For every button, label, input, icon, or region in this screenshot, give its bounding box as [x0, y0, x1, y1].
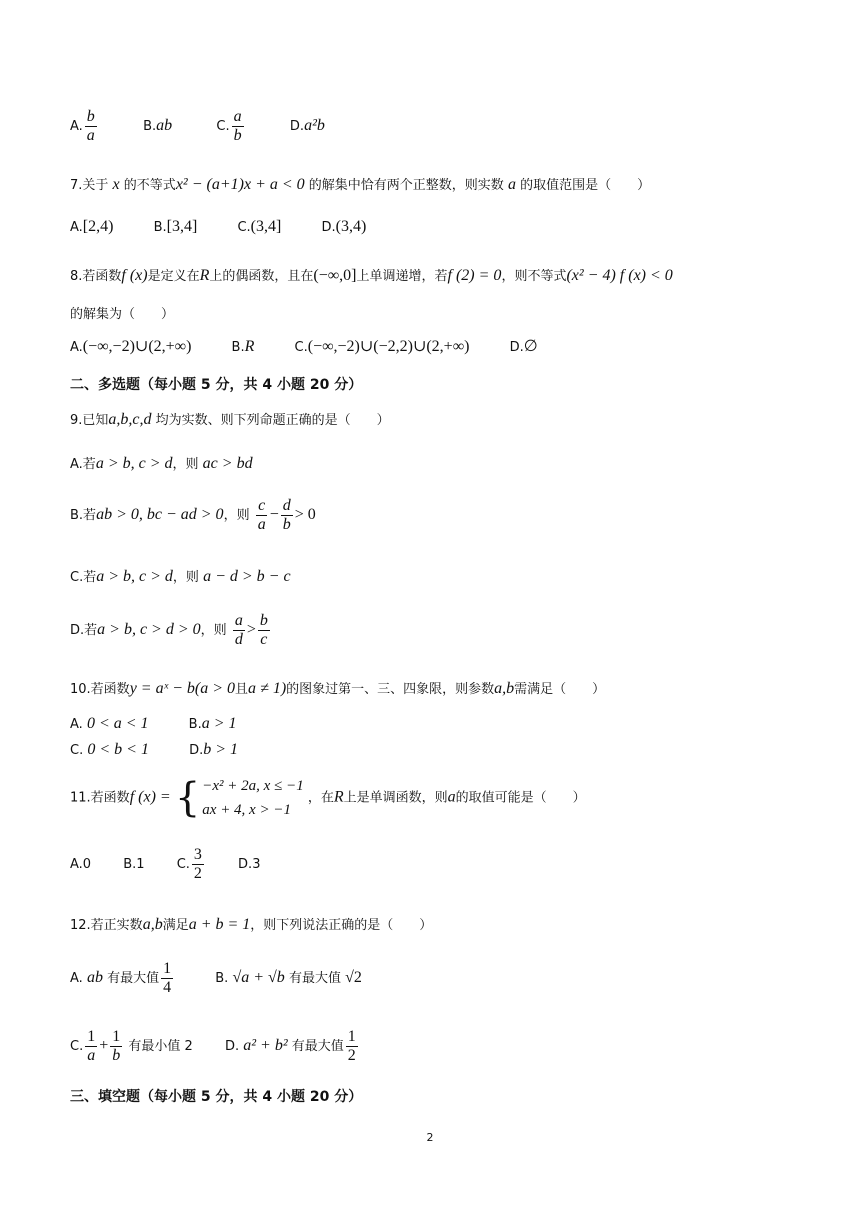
q11-case-2: ax + 4, x > −1	[202, 802, 291, 818]
q9-text: B.若	[70, 508, 97, 523]
q8-text: 8.若函数	[70, 269, 122, 284]
plus-sign: +	[99, 1037, 109, 1054]
q11-text: 11.若函数	[70, 790, 130, 806]
q12-text: 满足	[162, 918, 189, 933]
q9-math: a > b, c > d	[95, 455, 173, 472]
q8-option-a-value: (−∞,−2)∪(2,+∞)	[82, 338, 192, 355]
q9-option-c	[70, 566, 291, 586]
q8-option-b-label: B.	[231, 340, 245, 355]
section-3-heading: 三、填空题（每小题 5 分，共 4 小题 20 分）	[70, 1089, 363, 1105]
page-number: 2	[426, 1131, 434, 1144]
q8-text: 是定义在	[147, 269, 200, 284]
q10-math: y = aˣ − b(a > 0	[129, 680, 236, 697]
q6-option-d-label: D.	[289, 119, 305, 134]
numerator: 1	[163, 960, 172, 977]
numerator: 3	[193, 846, 202, 863]
q10-text: 需满足（ ）	[514, 682, 606, 697]
q7-text: 的取值范围是（ ）	[520, 178, 651, 193]
q12-text: 有最大值	[291, 1039, 344, 1054]
q11-option-c-label: C.	[176, 857, 190, 872]
q10-option-b-value: a > 1	[201, 715, 237, 732]
q12-text: 有最大值	[107, 971, 160, 986]
denominator: b	[233, 127, 242, 144]
q6-option-b-value: ab	[156, 117, 173, 134]
q8-text: 上单调递增，若	[356, 269, 448, 284]
q12-option-d-label: D.	[224, 1039, 240, 1054]
q8-option-b-value: R	[244, 338, 255, 355]
q7-option-d-value: (3,4)	[335, 218, 367, 235]
numerator: b	[86, 108, 95, 125]
q7-option-c-value: (3,4]	[250, 218, 282, 235]
denominator: 4	[163, 979, 172, 996]
numerator: b	[259, 612, 268, 629]
q7-option-d-label: D.	[321, 220, 336, 235]
q8-stem-line1	[70, 265, 673, 285]
fraction	[233, 612, 245, 649]
q10-option-b-label: B.	[188, 717, 202, 732]
q10-option-a-label: A.	[70, 717, 83, 732]
q10-option-c-label: C.	[70, 743, 84, 758]
numerator: 1	[347, 1028, 356, 1045]
q11-text: 的取值可能是（ ）	[455, 790, 586, 806]
q8-interval: (−∞,0]	[313, 267, 357, 284]
q9-text: 均为实数、则下列命题正确的是（ ）	[155, 413, 390, 428]
q9-text: ，则	[172, 457, 199, 472]
q7-stem	[70, 174, 650, 194]
q10-math: a ≠ 1)	[248, 680, 287, 697]
q11-option-a: A.0	[70, 857, 92, 872]
q8-option-d-value: ∅	[523, 338, 538, 355]
fraction	[258, 612, 270, 649]
q9-text: ，则	[223, 508, 250, 523]
denominator: 2	[347, 1047, 356, 1064]
q10-vars: a,b	[494, 680, 515, 697]
q7-text: 7.关于	[70, 178, 109, 193]
q9-text: ，则	[172, 570, 199, 585]
q8-f2: f (2) = 0	[447, 267, 502, 284]
denominator: c	[260, 631, 268, 648]
q10-options-row1	[70, 715, 237, 733]
q6-option-a-fraction	[85, 108, 97, 145]
q8-fx: f (x)	[121, 267, 148, 284]
fraction	[281, 497, 293, 534]
denominator: b	[282, 516, 291, 533]
q9-text: ，则	[200, 623, 227, 638]
fraction	[346, 1028, 358, 1065]
q6-option-c-label: C.	[216, 119, 230, 134]
q12-math: a² + b²	[243, 1037, 288, 1054]
q12-text: 有最大值	[288, 971, 341, 986]
fraction	[192, 846, 204, 883]
q11-R: R	[333, 788, 344, 806]
numerator: a	[233, 108, 242, 125]
q6-options	[70, 108, 325, 145]
q7-option-c-label: C.	[237, 220, 251, 235]
numerator: 1	[87, 1028, 96, 1045]
q7-option-a-value: [2,4)	[82, 218, 114, 235]
q8-text: 上的偶函数，且在	[209, 269, 314, 284]
numerator: d	[282, 497, 291, 514]
q12-option-a-label: A.	[70, 971, 83, 986]
q12-text: 有最小值 2	[128, 1039, 193, 1054]
q10-text: 的图象过第一、三、四象限，则参数	[286, 682, 495, 697]
q12-text: 12.若正实数	[70, 918, 143, 933]
q7-option-b-value: [3,4]	[166, 218, 198, 235]
q12-math: ab	[86, 969, 103, 986]
q9-math: > 0	[294, 506, 316, 523]
q6-option-a-label: A.	[70, 119, 83, 134]
denominator: b	[112, 1047, 121, 1064]
q8-option-a-label: A.	[70, 340, 83, 355]
q8-option-c-value: (−∞,−2)∪(−2,2)∪(2,+∞)	[307, 338, 470, 355]
q12-text: ，则下列说法正确的是（ ）	[250, 918, 433, 933]
q9-option-d: D.若a > b, c > d > 0，则 $\frac{a}{d}$ > $\frac{b}{c}$	[70, 612, 268, 648]
q10-options-row2	[70, 741, 238, 759]
q12-option-c-label: C.	[70, 1039, 84, 1054]
q9-vars: a,b,c,d	[108, 411, 152, 428]
q10-option-a-value: 0 < a < 1	[86, 715, 149, 732]
q9-option-a	[70, 453, 253, 473]
fraction	[161, 960, 173, 997]
q11-piecewise	[175, 774, 304, 822]
q9-text: 9.已知	[70, 413, 109, 428]
q8-option-c-label: C.	[294, 340, 308, 355]
q9-stem	[70, 409, 390, 429]
q7-inequality: x² − (a+1)x + a < 0	[175, 176, 305, 193]
numerator: c	[258, 497, 266, 514]
q7-text: 的解集中恰有两个正整数，则实数	[308, 178, 504, 193]
q11-fx: f (x) =	[129, 788, 171, 806]
q9-math: a > b, c > d > 0	[97, 621, 201, 638]
q12-math: a + b = 1	[188, 916, 251, 933]
q11-stem	[70, 774, 586, 822]
numerator: 1	[112, 1028, 121, 1045]
q7-text: 的不等式	[123, 178, 176, 193]
q11-var-a: a	[447, 788, 456, 806]
q9-text: D.若	[70, 623, 98, 638]
q10-option-c-value: 0 < b < 1	[87, 741, 149, 758]
q11-option-d: D.3	[238, 857, 261, 872]
fraction	[110, 1028, 122, 1065]
q6-option-d-value: a²b	[304, 117, 325, 134]
q10-stem	[70, 678, 605, 698]
fraction	[256, 497, 268, 534]
q9-math: ac > bd	[202, 455, 253, 472]
q7-option-a-label: A.	[70, 220, 83, 235]
q8-options	[70, 336, 538, 356]
q8-inequality: (x² − 4) f (x) < 0	[566, 267, 673, 284]
q11-text: ，在	[307, 790, 334, 806]
q12-options-row1	[70, 960, 362, 997]
q11-option-b: B.1	[123, 857, 145, 872]
q7-options	[70, 218, 366, 236]
q12-math: √2	[345, 969, 362, 986]
q8-text: 的解集为（ ）	[70, 307, 175, 322]
denominator: d	[234, 631, 243, 648]
q8-option-d-label: D.	[509, 340, 524, 355]
denominator: 2	[193, 865, 202, 882]
denominator: a	[86, 127, 95, 144]
denominator: a	[87, 1047, 96, 1064]
q11-text: 上是单调函数，则	[343, 790, 448, 806]
q8-stem-line2	[70, 303, 174, 322]
q11-options	[70, 846, 260, 883]
q6-option-b-label: B.	[143, 119, 157, 134]
q11-case-1: −x² + 2a, x ≤ −1	[202, 778, 304, 794]
q6-option-c-fraction	[232, 108, 244, 145]
q7-var-x: x	[112, 176, 120, 193]
q12-stem	[70, 914, 432, 934]
q10-text: 且	[235, 682, 249, 697]
q12-option-b-label: B.	[215, 971, 229, 986]
q12-vars: a,b	[142, 916, 163, 933]
q9-text: A.若	[70, 457, 96, 472]
q9-math: a − d > b − c	[203, 568, 291, 585]
q9-math: a > b, c > d	[96, 568, 173, 585]
q12-options-row2	[70, 1028, 360, 1065]
numerator: a	[234, 612, 243, 629]
left-brace: {	[174, 775, 201, 821]
q12-math: √a + √b	[232, 969, 285, 986]
section-2-heading: 二、多选题（每小题 5 分，共 4 小题 20 分）	[70, 377, 363, 393]
q10-text: 10.若函数	[70, 682, 130, 697]
q9-text: C.若	[70, 570, 97, 585]
q9-option-b: B.若ab > 0, bc − ad > 0，则 $\frac{c}{a}$ − $\frac{d}{b}$ > 0	[70, 497, 316, 533]
q7-var-a: a	[507, 176, 516, 193]
q7-option-b-label: B.	[153, 220, 167, 235]
q9-math: ab > 0, bc − ad > 0	[96, 506, 224, 523]
denominator: a	[257, 516, 266, 533]
q8-text: ，则不等式	[501, 269, 567, 284]
q10-option-d-value: b > 1	[203, 741, 239, 758]
q8-R: R	[199, 267, 210, 284]
q10-option-d-label: D.	[189, 743, 204, 758]
fraction	[85, 1028, 97, 1065]
